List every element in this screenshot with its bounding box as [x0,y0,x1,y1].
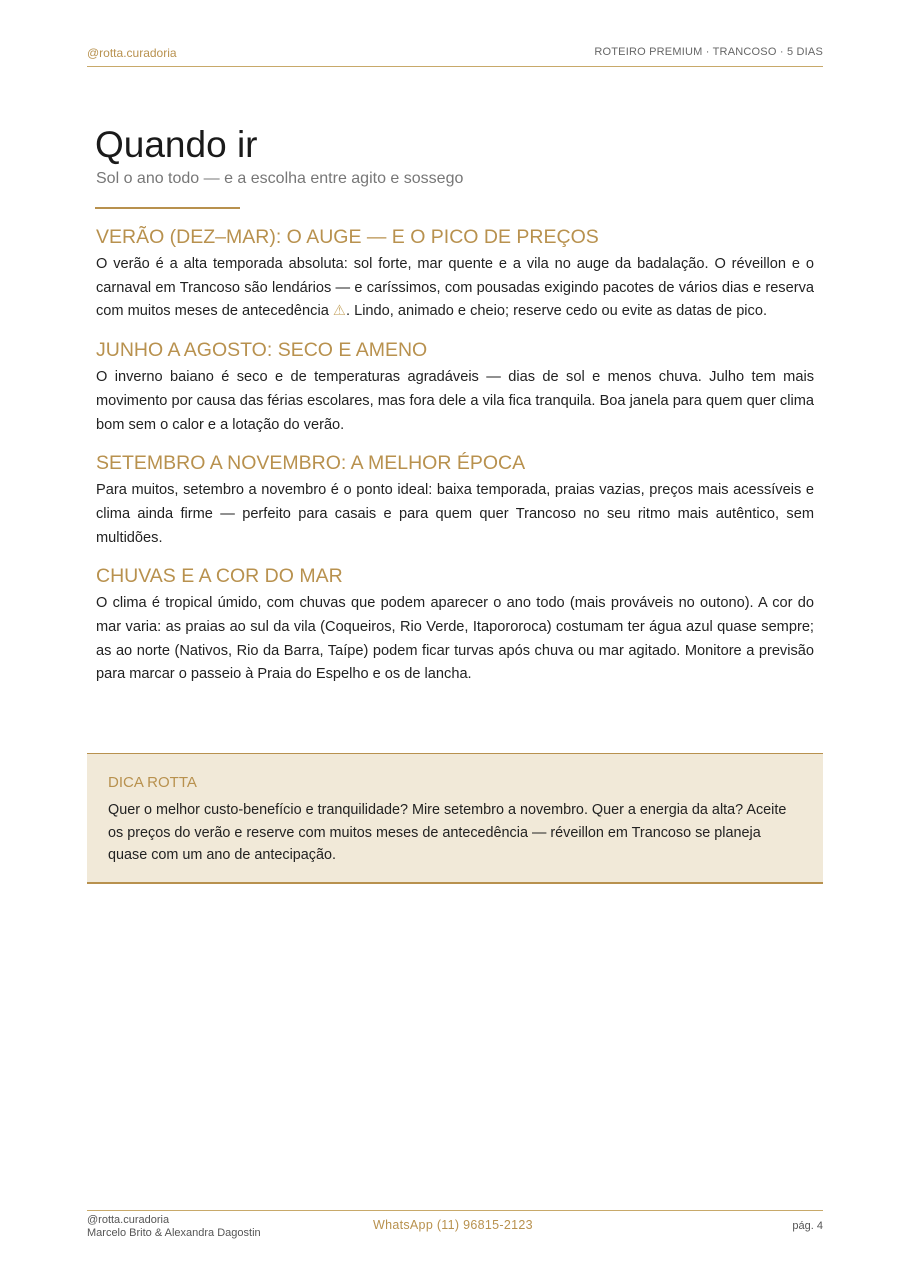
section-heading: CHUVAS E A COR DO MAR [96,565,343,588]
section-heading: SETEMBRO A NOVEMBRO: A MELHOR ÉPOCA [96,452,526,475]
page-subtitle: Sol o ano todo — e a escolha entre agito e sossego [96,170,464,187]
section-text-part: O verão é a alta temporada absoluta: sol forte, mar quente e a vila no auge da badalação. O réveillon e o carnaval em Trancoso são lendários — e caríssimos, com pousadas exigindo pacotes de vários dias e reserva com muitos meses de antecedência [96,256,814,320]
page-header [87,46,823,67]
section-rain [96,563,814,687]
section-summer [96,224,814,324]
page-number: pág. 4 [792,1220,823,1232]
main-content [96,224,814,700]
section-text-part: . Lindo, animado e cheio; reserve cedo ou evite as datas de pico. [345,303,768,320]
section-winter [96,337,814,437]
section-text: O inverno baiano é seco e de temperaturas agradáveis — dias de sol e menos chuva. Julho tem mais movimento por causa das férias escolares, mas fora dele a vila fica tranquila. Boa janela para quem quer clima bom sem o calor e a lotação do verão. [96,369,814,433]
footer-handle: @rotta.curadoria [87,1214,170,1226]
footer-credits [87,1214,261,1240]
section-text: Para muitos, setembro a novembro é o ponto ideal: baixa temporada, praias vazias, preços mais acessíveis e clima ainda firme — perfeito para casais e para quem quer Trancoso no seu ritmo mais autêntico, sem multidões. [96,482,814,546]
tip-text: Quer o melhor custo-benefício e tranquilidade? Mire setembro a novembro. Quer a energia da alta? Aceite os preços do verão e reserve com muitos meses de antecedência — réveillon em Trancoso se planeja quase com um ano de antecipação. [108,802,787,863]
section-heading: JUNHO A AGOSTO: SECO E AMENO [96,339,428,362]
footer-whatsapp: WhatsApp (11) 96815-2123 [373,1218,533,1232]
title-divider [95,207,240,209]
section-text [96,253,814,324]
section-spring [96,450,814,550]
section-text: O clima é tropical úmido, com chuvas que podem aparecer o ano todo (mais prováveis no outono). A cor do mar varia: as praias ao sul da vila (Coqueiros, Rio Verde, Itapororoca) costumam ter água azul quase sempre; as ao norte (Nativos, Rio da Barra, Taípe) podem ficar turvas após chuva ou mar agitado. Monitore a previsão para marcar o passeio à Praia do Espelho e os de lancha. [96,595,814,683]
page-footer [87,1210,823,1251]
footer-authors: Marcelo Brito & Alexandra Dagostin [87,1227,261,1239]
tip-title: DICA ROTTA [108,774,197,791]
warning-icon: ⚠ [332,303,346,320]
page-title: Quando ir [95,124,258,165]
header-handle: @rotta.curadoria [87,46,177,60]
section-heading: VERÃO (DEZ–MAR): O AUGE — E O PICO DE PREÇOS [96,226,599,248]
tip-box [87,753,823,884]
header-doc-title: ROTEIRO PREMIUM · TRANCOSO · 5 DIAS [594,46,823,58]
